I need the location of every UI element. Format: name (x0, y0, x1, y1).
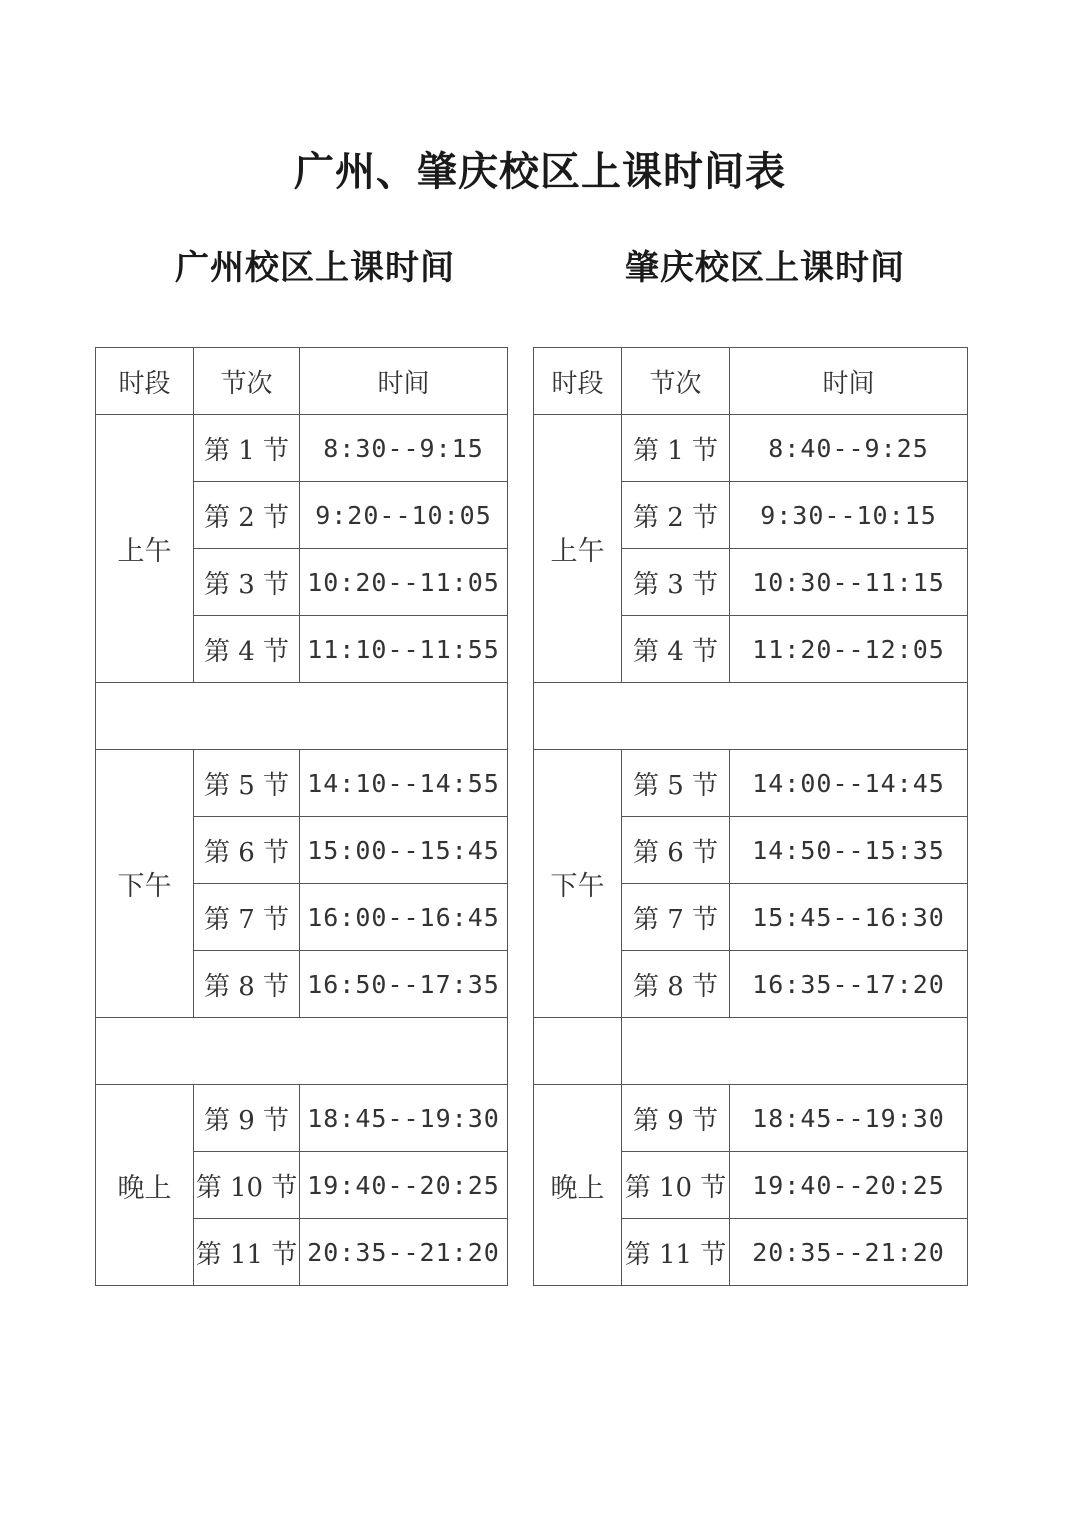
break-row (96, 683, 508, 750)
time-cell: 15:00--15:45 (300, 817, 508, 884)
time-cell: 19:40--20:25 (730, 1152, 968, 1219)
period-afternoon: 下午 (534, 750, 622, 1018)
lesson-cell: 第 8 节 (622, 951, 730, 1018)
time-cell: 15:45--16:30 (730, 884, 968, 951)
lesson-cell: 第 2 节 (194, 482, 300, 549)
lesson-cell: 第 3 节 (194, 549, 300, 616)
break-cell (96, 1018, 508, 1085)
time-cell: 18:45--19:30 (730, 1085, 968, 1152)
table-row (96, 750, 508, 817)
table-row (534, 415, 968, 482)
lesson-cell: 第 11 节 (194, 1219, 300, 1286)
lesson-cell: 第 11 节 (622, 1219, 730, 1286)
lesson-cell: 第 9 节 (194, 1085, 300, 1152)
time-cell: 20:35--21:20 (300, 1219, 508, 1286)
lesson-cell: 第 5 节 (622, 750, 730, 817)
header-time: 时间 (300, 348, 508, 415)
time-cell: 19:40--20:25 (300, 1152, 508, 1219)
table-header-row (96, 348, 508, 415)
time-cell: 11:10--11:55 (300, 616, 508, 683)
time-cell: 10:30--11:15 (730, 549, 968, 616)
zhaoqing-schedule-table (533, 347, 968, 1286)
time-cell: 16:50--17:35 (300, 951, 508, 1018)
break-row (534, 683, 968, 750)
table-row (534, 750, 968, 817)
time-cell: 8:40--9:25 (730, 415, 968, 482)
period-afternoon: 下午 (96, 750, 194, 1018)
lesson-cell: 第 6 节 (622, 817, 730, 884)
time-cell: 18:45--19:30 (300, 1085, 508, 1152)
break-cell (534, 1018, 622, 1085)
table-header-row (534, 348, 968, 415)
lesson-cell: 第 1 节 (194, 415, 300, 482)
lesson-cell: 第 4 节 (622, 616, 730, 683)
zhaoqing-campus-title: 肇庆校区上课时间 (625, 248, 905, 288)
header-lesson: 节次 (622, 348, 730, 415)
header-time: 时间 (730, 348, 968, 415)
lesson-cell: 第 2 节 (622, 482, 730, 549)
table-row (534, 1085, 968, 1152)
lesson-cell: 第 3 节 (622, 549, 730, 616)
break-cell (534, 683, 968, 750)
break-row (534, 1018, 968, 1085)
page-title: 广州、肇庆校区上课时间表 (294, 148, 786, 195)
time-cell: 14:10--14:55 (300, 750, 508, 817)
time-cell: 10:20--11:05 (300, 549, 508, 616)
time-cell: 16:35--17:20 (730, 951, 968, 1018)
header-lesson: 节次 (194, 348, 300, 415)
guangzhou-campus-title: 广州校区上课时间 (175, 248, 455, 288)
lesson-cell: 第 4 节 (194, 616, 300, 683)
header-period: 时段 (534, 348, 622, 415)
lesson-cell: 第 5 节 (194, 750, 300, 817)
break-cell (622, 1018, 968, 1085)
time-cell: 8:30--9:15 (300, 415, 508, 482)
lesson-cell: 第 10 节 (622, 1152, 730, 1219)
break-cell (96, 683, 508, 750)
table-row (96, 1085, 508, 1152)
lesson-cell: 第 8 节 (194, 951, 300, 1018)
period-morning: 上午 (534, 415, 622, 683)
table-row (96, 415, 508, 482)
time-cell: 20:35--21:20 (730, 1219, 968, 1286)
lesson-cell: 第 7 节 (194, 884, 300, 951)
period-evening: 晚上 (534, 1085, 622, 1286)
lesson-cell: 第 6 节 (194, 817, 300, 884)
time-cell: 14:50--15:35 (730, 817, 968, 884)
time-cell: 11:20--12:05 (730, 616, 968, 683)
time-cell: 9:30--10:15 (730, 482, 968, 549)
lesson-cell: 第 1 节 (622, 415, 730, 482)
header-period: 时段 (96, 348, 194, 415)
guangzhou-schedule-table (95, 347, 508, 1286)
period-evening: 晚上 (96, 1085, 194, 1286)
period-morning: 上午 (96, 415, 194, 683)
break-row (96, 1018, 508, 1085)
time-cell: 9:20--10:05 (300, 482, 508, 549)
lesson-cell: 第 7 节 (622, 884, 730, 951)
lesson-cell: 第 10 节 (194, 1152, 300, 1219)
time-cell: 16:00--16:45 (300, 884, 508, 951)
lesson-cell: 第 9 节 (622, 1085, 730, 1152)
time-cell: 14:00--14:45 (730, 750, 968, 817)
